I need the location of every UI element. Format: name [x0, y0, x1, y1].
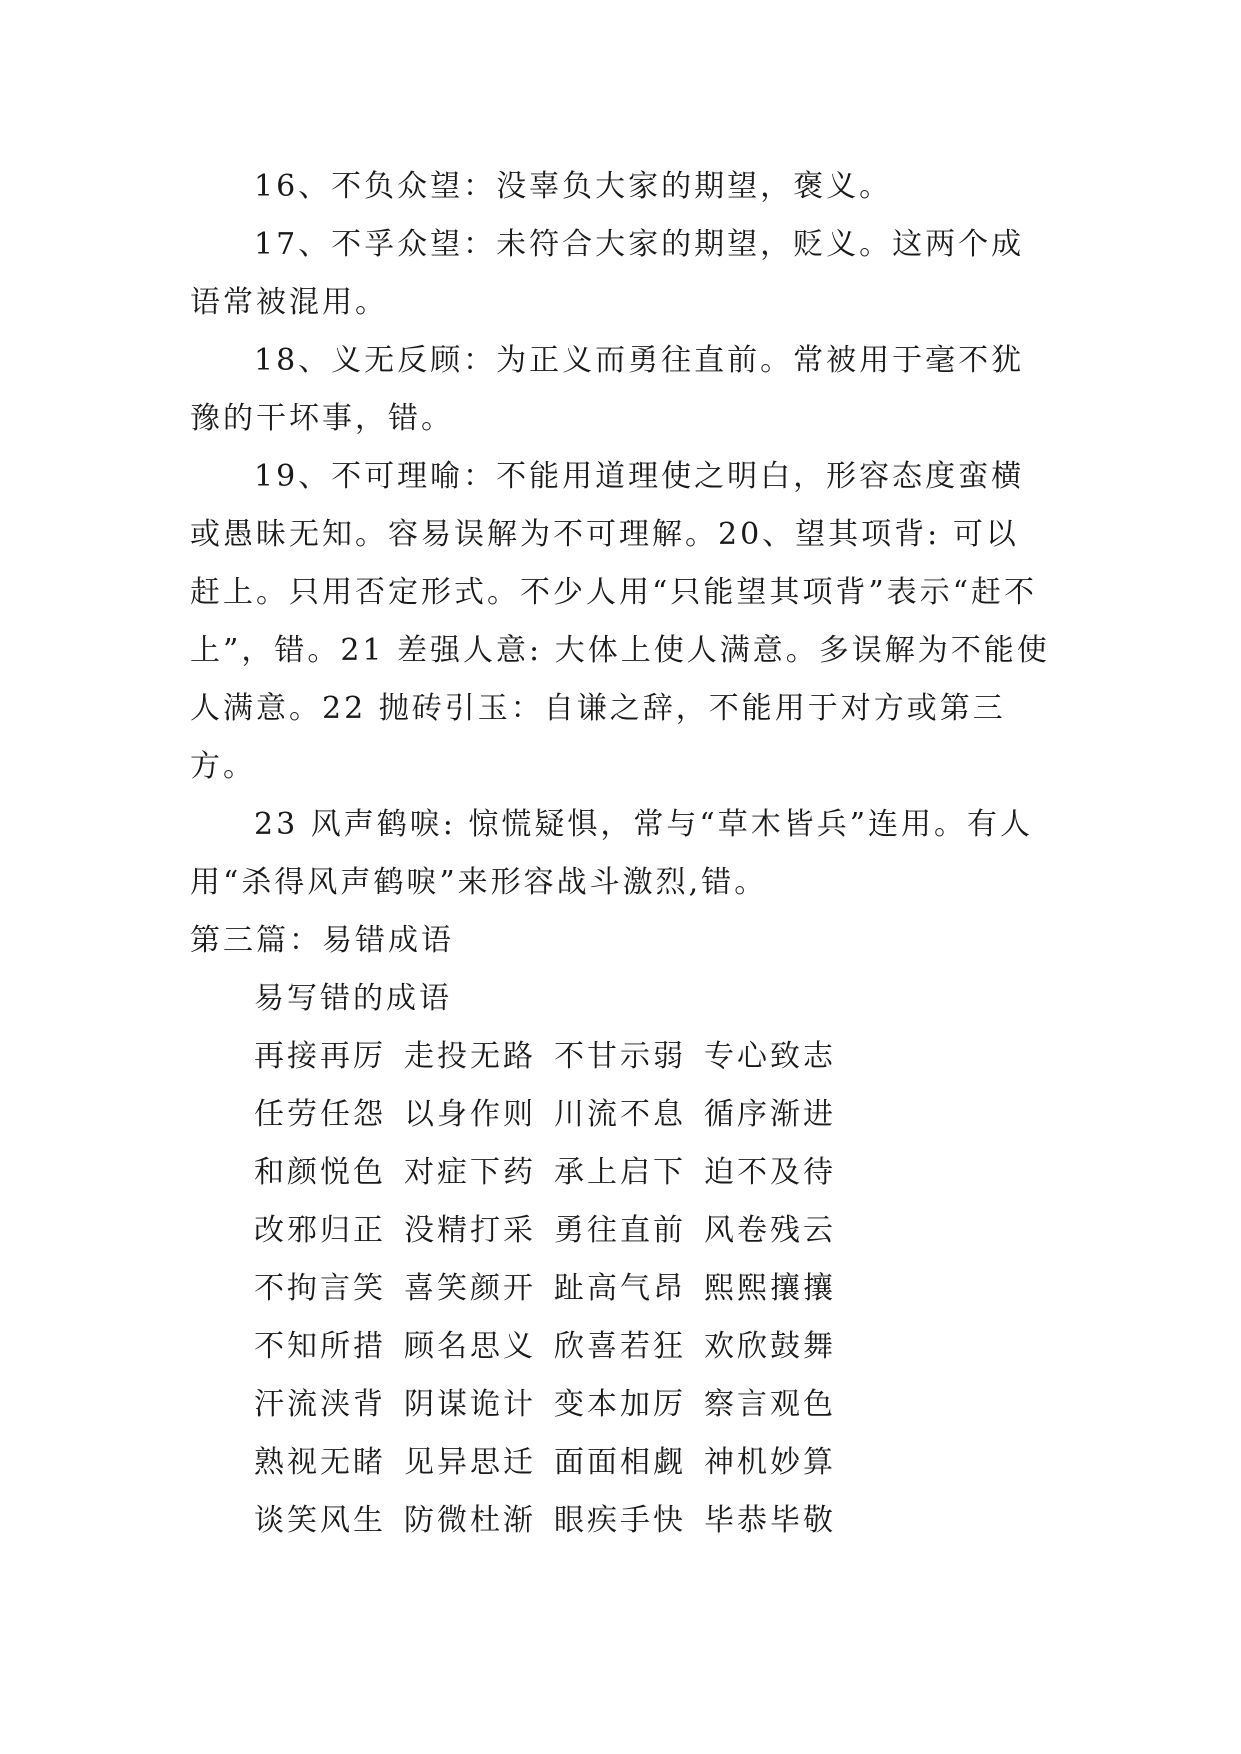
paragraph-16: 16、不负众望：没辜负大家的期望，褒义。	[254, 169, 893, 204]
idiom: 不拘言笑	[254, 1271, 386, 1306]
paragraph-17: 17、不孚众望：未符合大家的期望，贬义。这两个成语常被混用。	[190, 227, 1025, 320]
idiom: 和颜悦色	[254, 1155, 386, 1190]
idiom: 任劳任怨	[254, 1097, 386, 1132]
idiom: 欣喜若狂	[554, 1329, 686, 1364]
idiom-grid	[254, 1028, 854, 1550]
idiom: 迫不及待	[704, 1155, 836, 1190]
idiom: 熙熙攘攘	[704, 1271, 836, 1306]
idiom: 变本加厉	[554, 1387, 686, 1422]
idiom: 循序渐进	[704, 1097, 836, 1132]
idiom: 风卷残云	[704, 1213, 836, 1248]
idiom: 熟视无睹	[254, 1445, 386, 1480]
idiom: 川流不息	[554, 1097, 686, 1132]
idiom: 防微杜渐	[404, 1503, 536, 1538]
idiom: 汗流浃背	[254, 1387, 386, 1422]
idiom: 眼疾手快	[554, 1503, 686, 1538]
idiom: 承上启下	[554, 1155, 686, 1190]
idiom: 顾名思义	[404, 1329, 536, 1364]
idiom: 再接再厉	[254, 1039, 386, 1074]
paragraph-18: 18、义无反顾：为正义而勇往直前。常被用于毫不犹豫的干坏事，错。	[190, 343, 1025, 436]
idiom: 阴谋诡计	[404, 1387, 536, 1422]
idiom: 趾高气昂	[554, 1271, 686, 1306]
idiom: 没精打采	[404, 1213, 536, 1248]
body-text	[190, 158, 1050, 912]
idiom: 察言观色	[704, 1387, 836, 1422]
idiom: 神机妙算	[704, 1445, 836, 1480]
idiom: 专心致志	[704, 1039, 836, 1074]
idiom: 喜笑颜开	[404, 1271, 536, 1306]
idiom: 见异思迁	[404, 1445, 536, 1480]
idiom: 对症下药	[404, 1155, 536, 1190]
section-title: 第三篇：易错成语	[190, 923, 454, 958]
idiom: 欢欣鼓舞	[704, 1329, 836, 1364]
idiom: 改邪归正	[254, 1213, 386, 1248]
paragraph-19-22: 19、不可理喻：不能用道理使之明白，形容态度蛮横或愚昧无知。容易误解为不可理解。20、望其项背: 可以赶上。只用否定形式。不少人用“只能望其项背”表示“赶不上”，错。21 差强人意: 大体上使人满意。多误解为不能使人满意。22 抛砖引玉：自谦之辞，不能用于对方或第三方。	[190, 459, 1050, 784]
idiom: 不甘示弱	[554, 1039, 686, 1074]
sub-title: 易写错的成语	[254, 981, 452, 1016]
paragraph-23: 23 风声鹤唳: 惊慌疑惧，常与“草木皆兵”连用。有人用“杀得风声鹤唳”来形容战斗激烈,错。	[190, 807, 1034, 900]
idiom: 不知所措	[254, 1329, 386, 1364]
idiom: 毕恭毕敬	[704, 1503, 836, 1538]
idiom: 以身作则	[404, 1097, 536, 1132]
idiom: 走投无路	[404, 1039, 536, 1074]
idiom: 面面相觑	[554, 1445, 686, 1480]
idiom: 谈笑风生	[254, 1503, 386, 1538]
idiom: 勇往直前	[554, 1213, 686, 1248]
